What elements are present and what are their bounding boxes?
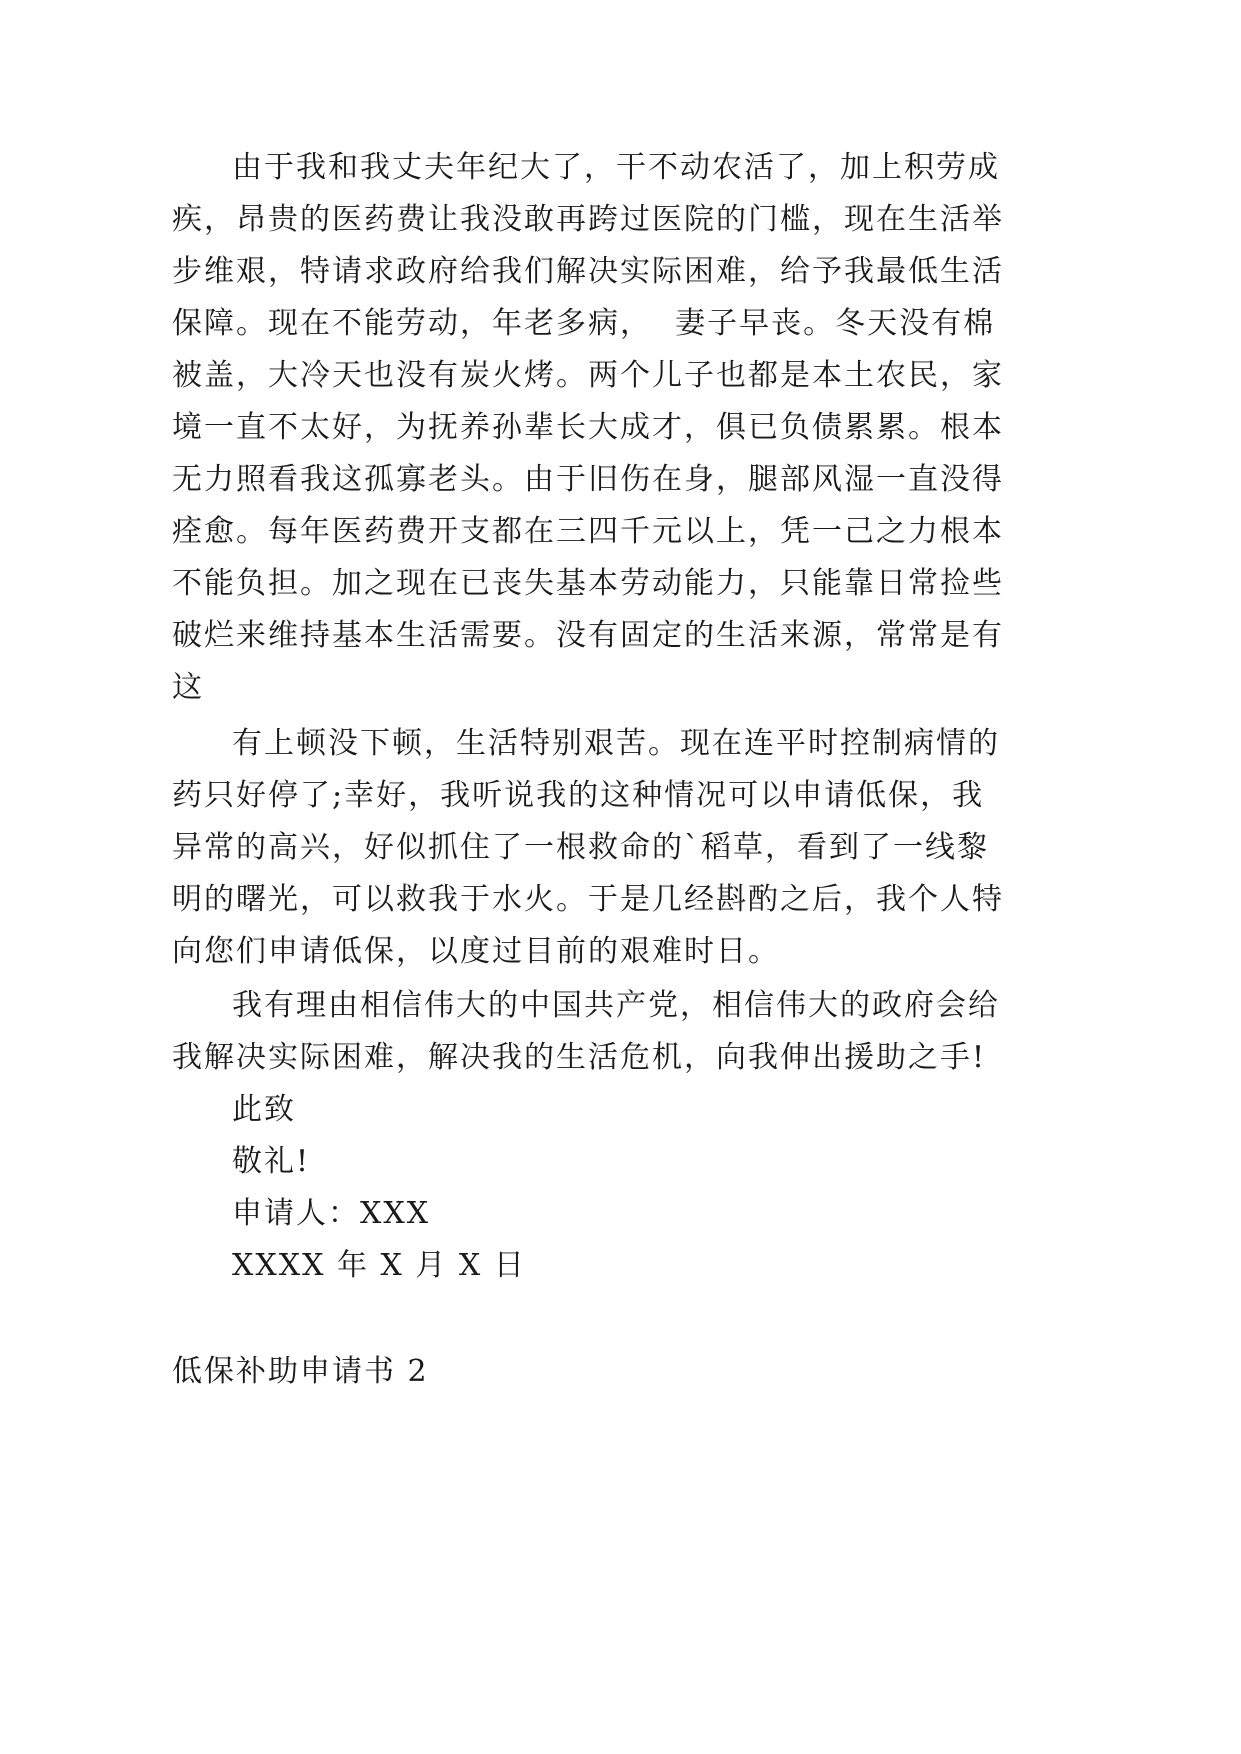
body-line: 无力照看我这孤寡老头。由于旧伤在身，腿部风湿一直没得 [172, 462, 1004, 497]
body-line: 我解决实际困难，解决我的生活危机，向我伸出援助之手! [172, 1040, 987, 1075]
closing-salutation: 此致 [232, 1092, 296, 1127]
body-line: 破烂来维持基本生活需要。没有固定的生活来源，常常是有 [172, 618, 1004, 653]
section-heading: 低保补助申请书 2 [172, 1354, 429, 1389]
body-line: 保障。现在不能劳动，年老多病， 妻子早丧。冬天没有棉 [172, 306, 996, 341]
body-line: 由于我和我丈夫年纪大了，干不动农活了，加上积劳成 [232, 150, 1000, 185]
applicant-signature: 申请人：XXX [232, 1196, 431, 1231]
body-line: 这 [172, 670, 204, 705]
body-line: 我有理由相信伟大的中国共产党，相信伟大的政府会给 [232, 988, 1000, 1023]
body-line: 明的曙光，可以救我于水火。于是几经斟酌之后，我个人特 [172, 882, 1004, 917]
body-line: 不能负担。加之现在已丧失基本劳动能力，只能靠日常捡些 [172, 566, 1004, 601]
closing-regards: 敬礼! [232, 1144, 311, 1179]
body-line: 向您们申请低保，以度过目前的艰难时日。 [172, 934, 780, 969]
body-line: 境一直不太好，为抚养孙辈长大成才，俱已负债累累。根本 [172, 410, 1004, 445]
body-line: 痊愈。每年医药费开支都在三四千元以上，凭一己之力根本 [172, 514, 1004, 549]
body-line: 药只好停了;幸好，我听说我的这种情况可以申请低保，我 [172, 778, 985, 813]
body-line: 疾，昂贵的医药费让我没敢再跨过医院的门槛，现在生活举 [172, 202, 1004, 237]
document-date: XXXX 年 X 月 X 日 [232, 1248, 526, 1283]
body-line: 步维艰，特请求政府给我们解决实际困难，给予我最低生活 [172, 254, 1004, 289]
body-line: 异常的高兴，好似抓住了一根救命的`稻草，看到了一线黎 [172, 830, 989, 865]
body-line: 有上顿没下顿，生活特别艰苦。现在连平时控制病情的 [232, 726, 1000, 761]
body-line: 被盖，大冷天也没有炭火烤。两个儿子也都是本土农民，家 [172, 358, 1004, 393]
